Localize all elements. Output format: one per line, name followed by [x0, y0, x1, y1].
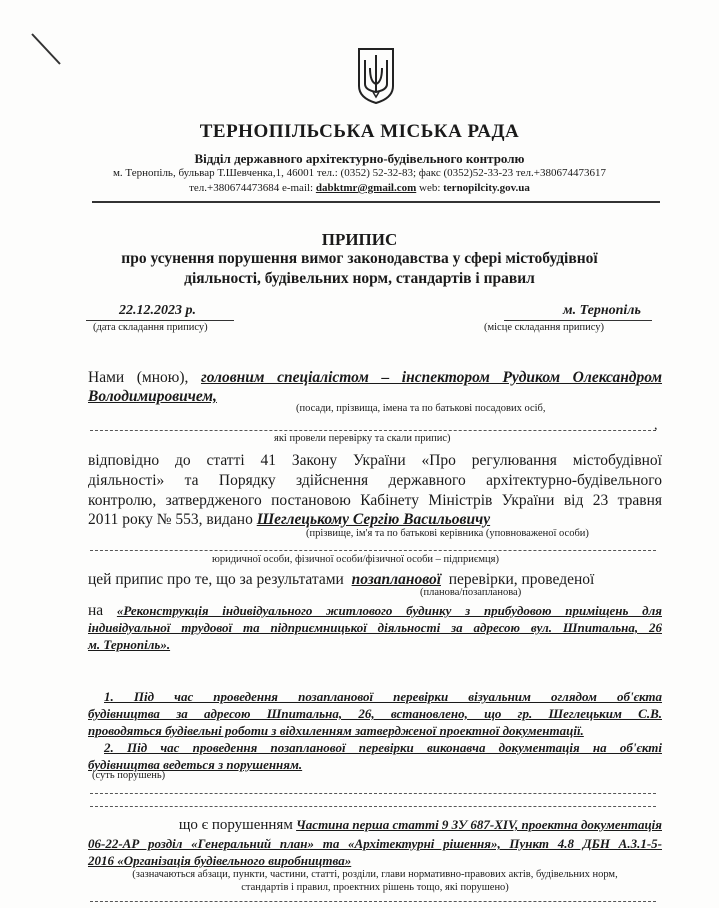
violations-blank-line1 [90, 793, 656, 794]
violations-blank-line2 [90, 806, 656, 807]
norms-caption1: (зазначаються абзаци, пункти, частини, статті, розділи, глави нормативно-правових актів, будівельних норм, [132, 869, 618, 880]
violation1-line3: проводяться будівельні роботи з відхиленням затвердженої проектної документації. [88, 723, 584, 738]
on-prefix: на [88, 602, 104, 619]
inspector-line1 [88, 368, 662, 388]
document-subtitle-line2: діяльності, будівельних норм, стандартів і правил [184, 270, 535, 287]
phone-text: тел.+380674473684 e-mail: [189, 182, 316, 194]
date-underline [86, 320, 234, 321]
law-line4 [88, 510, 490, 530]
email-link[interactable]: dabktmr@gmail.com [315, 182, 417, 194]
violation1-line2: будівництва за адресою Шпитальна, 26, встановлено, що гр. Шеглецьким С.В. [88, 706, 662, 721]
law-line2: діяльності» та Порядку здійснення державного архітектурно-будівельного [88, 472, 662, 489]
about-prefix: цей припис про те, що за результатами [88, 571, 344, 588]
violation1-line1: 1. Під час проведення позапланової перевірки візуальним оглядом об'єкта [104, 689, 662, 704]
norms-line3: 2016 «Організація будівельного виробництва» [88, 853, 352, 868]
law-line3: контролю, затвердженого постановою Кабінету Міністрів України від 23 травня [88, 492, 662, 509]
norms-line2: 06-22-АР розділ «Генеральний план» та «Архітектурні рішення», Пункт 4.8 ДБН А.3.1-5- [88, 836, 662, 851]
norms-line1 [120, 817, 662, 833]
officials-blank-line [90, 430, 656, 431]
department-name: Відділ державного архітектурно-будівельного контролю [194, 151, 525, 166]
document-title: ПРИПИС [321, 230, 398, 249]
check-type: позапланової [351, 571, 441, 588]
object-description-1: «Реконструкція індивідуального житлового будинку з прибудовою приміщень для [116, 603, 662, 618]
violation2-line1: 2. Під час проведення позапланової перевірки виконавча документація на об'єкті [104, 740, 662, 755]
recipient-caption: (прізвище, ім'я та по батькові керівника (уповноваженої особи) [306, 528, 589, 539]
law-prefix: 2011 року № 553, видано [88, 511, 253, 528]
by-prefix: Нами (мною), [88, 369, 189, 386]
inspector-name: головним спеціалістом – інспектором Рудиком Олександром [200, 369, 663, 386]
norms-text-1: Частина перша статті 9 ЗУ 687-XIV, проектна документація [296, 817, 662, 832]
council-title: ТЕРНОПІЛЬСЬКА МІСЬКА РАДА [199, 121, 520, 142]
place-caption: (місце складання припису) [484, 322, 604, 333]
officials-caption2: які провели перевірку та скали припис) [274, 433, 451, 444]
trident-emblem-icon [356, 46, 396, 106]
place-underline [504, 320, 652, 321]
recipient-name: Шеглецькому Сергію Васильовичу [256, 511, 491, 528]
check-type-caption: (планова/позапланова) [420, 587, 522, 598]
contacts-line [0, 182, 719, 194]
website-link[interactable]: ternopilcity.gov.ua [443, 182, 530, 194]
object-line2: індивідуальної трудової та підприємницької діяльності за адресою вул. Шпитальна, 26 [88, 620, 662, 635]
officials-caption: (посади, прізвища, імена та по батькові посадових осіб, [296, 403, 546, 414]
date-caption: (дата складання припису) [93, 322, 208, 333]
inspector-line2: Володимировичем, [88, 388, 217, 405]
norms-caption2: стандартів і правил, проектних рішень тощо, які порушено) [241, 882, 509, 893]
web-label: web: [416, 182, 444, 194]
header-divider [92, 201, 660, 203]
person-caption: юридичної особи, фізичної особи/фізичної особи – підприємця) [212, 554, 500, 565]
document-subtitle-line1: про усунення порушення вимог законодавства у сфері містобудівної [121, 250, 598, 267]
norms-blank-line [90, 901, 656, 902]
object-line3: м. Тернопіль». [88, 637, 171, 652]
norms-prefix: що є порушенням [178, 817, 293, 833]
comma: , [654, 418, 658, 433]
issue-place: м. Тернопіль [563, 303, 641, 318]
about-suffix: перевірки, проведеної [448, 571, 595, 588]
violation2-line2: будівництва ведеться з порушенням. [88, 757, 303, 772]
violations-caption: (суть порушень) [92, 770, 166, 781]
scan-mark [28, 30, 68, 70]
object-line1 [88, 603, 662, 619]
issue-date: 22.12.2023 р. [119, 303, 196, 318]
address-line: м. Тернопіль, бульвар Т.Шевченка,1, 46001 тел.: (0352) 52-32-83; факс (0352)52-33-23 тел.+380674473617 [112, 167, 607, 179]
recipient-blank-line [90, 550, 656, 551]
law-line1: відповідно до статті 41 Закону України «Про регулювання містобудівної [88, 452, 662, 469]
